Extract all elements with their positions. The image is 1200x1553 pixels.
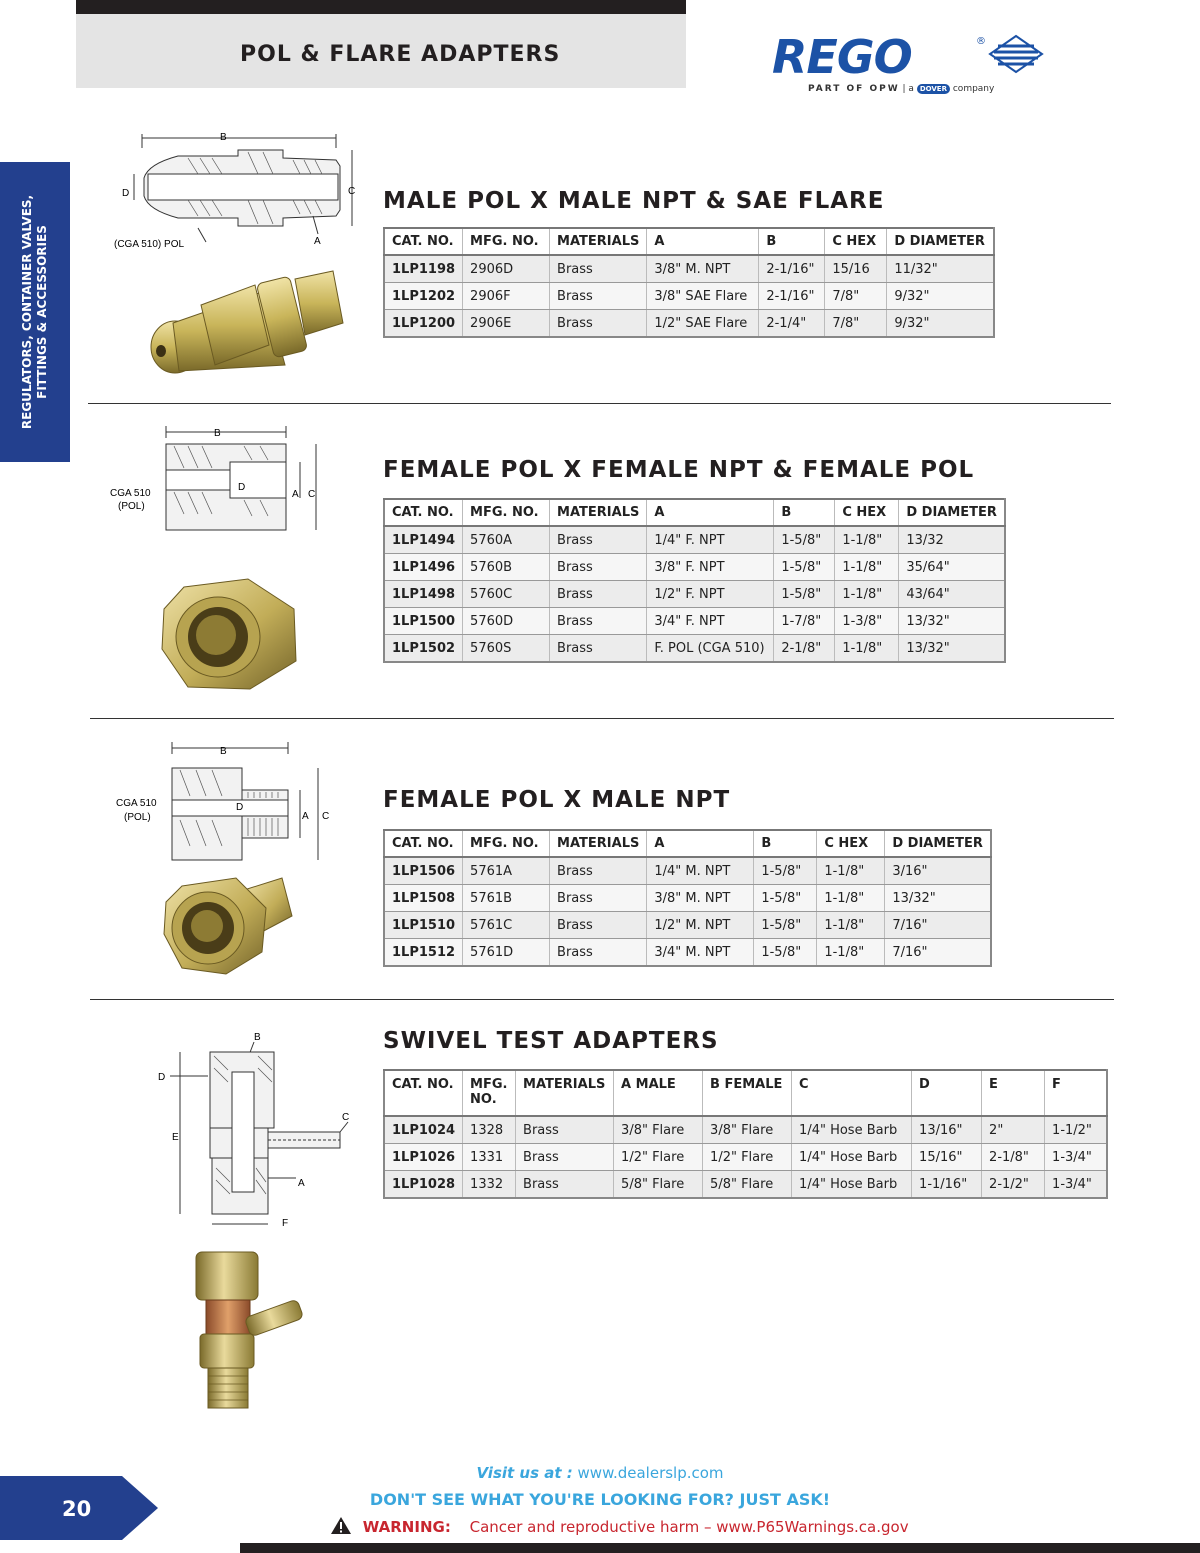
col-a: A	[647, 228, 759, 255]
male-pol-diagram	[108, 128, 368, 252]
dim-label-b: B	[254, 1032, 261, 1043]
col-materials: MATERIALS	[550, 830, 647, 857]
col-cat-no: CAT. NO.	[384, 830, 463, 857]
dim-label-b: B	[220, 746, 227, 757]
footer-visit: Visit us at : www.dealerslp.com	[476, 1464, 724, 1482]
section-title-female-pol-male-npt: FEMALE POL X MALE NPT	[383, 787, 731, 813]
section-title-male-pol: MALE POL X MALE NPT & SAE FLARE	[383, 188, 885, 214]
dim-label-b: B	[214, 428, 221, 439]
table-row: 1LP1506 5761A Brass 1/4" M. NPT 1-5/8" 1-1/8" 3/16"	[384, 857, 991, 885]
dim-label-c: C	[342, 1112, 350, 1123]
table-row: 1LP1494 5760A Brass 1/4" F. NPT 1-5/8" 1-1/8" 13/32	[384, 526, 1005, 554]
col-cat-no: CAT. NO.	[384, 228, 463, 255]
table-row: 1LP1496 5760B Brass 3/8" F. NPT 1-5/8" 1-1/8" 35/64"	[384, 554, 1005, 581]
col-d-diameter: D DIAMETER	[899, 499, 1006, 526]
male-pol-photo	[145, 265, 355, 385]
dim-label-d: D	[158, 1072, 166, 1083]
table-row: 1LP1508 5761B Brass 3/8" M. NPT 1-5/8" 1-1/8" 13/32"	[384, 885, 991, 912]
col-d-diameter: D DIAMETER	[887, 228, 995, 255]
page-number: 20	[62, 1497, 92, 1521]
pol-label: (POL)	[124, 812, 151, 823]
logo-tagline: PART OF OPW | a DOVER company	[808, 84, 995, 94]
dim-label-d: D	[236, 802, 244, 813]
col-a: A	[647, 499, 774, 526]
table-row: 1LP1510 5761C Brass 1/2" M. NPT 1-5/8" 1-1/8" 7/16"	[384, 912, 991, 939]
prop65-warning	[330, 1516, 909, 1536]
table-row: 1LP1024 1328 Brass 3/8" Flare 3/8" Flare 1/4" Hose Barb 13/16" 2" 1-1/2"	[384, 1116, 1107, 1144]
dim-label-d: D	[238, 482, 246, 493]
col-materials: MATERIALS	[516, 1070, 614, 1116]
dim-label-c: C	[308, 489, 316, 500]
section-divider	[88, 403, 1111, 404]
pol-label: (POL)	[118, 501, 145, 512]
table-row: 1LP1500 5760D Brass 3/4" F. NPT 1-7/8" 1-3/8" 13/32"	[384, 608, 1005, 635]
logo-registered-mark: ®	[976, 36, 986, 47]
dim-label-c: C	[322, 811, 330, 822]
col-cat-no: CAT. NO.	[384, 499, 463, 526]
female-pol-male-npt-table	[383, 829, 992, 967]
female-pol-npt-photo	[158, 575, 308, 695]
top-bar	[76, 0, 686, 14]
table-row: 1LP1200 2906E Brass 1/2" SAE Flare 2-1/4" 7/8" 9/32"	[384, 310, 994, 338]
col-mfg-no: MFG. NO.	[463, 499, 550, 526]
dim-label-a: A	[314, 236, 321, 247]
female-pol-npt-diagram	[104, 422, 334, 542]
section-divider	[90, 999, 1114, 1000]
swivel-test-table	[383, 1069, 1108, 1199]
male-pol-table	[383, 227, 995, 338]
col-c: C	[792, 1070, 912, 1116]
table-row: 1LP1202 2906F Brass 3/8" SAE Flare 2-1/16" 7/8" 9/32"	[384, 283, 994, 310]
side-category-label: REGULATORS, CONTAINER VALVES, FITTINGS & ACCESSORIES	[20, 194, 49, 430]
table-row: 1LP1498 5760C Brass 1/2" F. NPT 1-5/8" 1-1/8" 43/64"	[384, 581, 1005, 608]
col-b-female: B FEMALE	[703, 1070, 792, 1116]
swivel-test-adapter-diagram	[150, 1028, 360, 1234]
col-c-hex: C HEX	[825, 228, 887, 255]
female-pol-male-npt-diagram	[110, 738, 340, 864]
col-c-hex: C HEX	[835, 499, 899, 526]
dover-badge: DOVER	[917, 84, 950, 94]
dim-label-e: E	[172, 1132, 179, 1143]
dim-label-f: F	[282, 1218, 289, 1229]
logo-text: REGO	[772, 30, 912, 84]
col-mfg-no: MFG. NO.	[463, 1070, 516, 1116]
col-mfg-no: MFG. NO.	[463, 228, 550, 255]
table-row: 1LP1028 1332 Brass 5/8" Flare 5/8" Flare 1/4" Hose Barb 1-1/16" 2-1/2" 1-3/4"	[384, 1171, 1107, 1199]
section-title-female-pol-npt: FEMALE POL X FEMALE NPT & FEMALE POL	[383, 457, 975, 483]
dim-label-a: A	[302, 811, 309, 822]
col-b: B	[754, 830, 817, 857]
pol-label: (CGA 510) POL	[114, 239, 185, 250]
cga-label: CGA 510	[110, 488, 151, 499]
col-a-male: A MALE	[614, 1070, 703, 1116]
dim-label-a: A	[298, 1178, 305, 1189]
warning-icon	[330, 1516, 352, 1535]
table-row: 1LP1198 2906D Brass 3/8" M. NPT 2-1/16" 15/16 11/32"	[384, 255, 994, 283]
col-b: B	[774, 499, 835, 526]
dim-label-a: A	[292, 489, 299, 500]
dim-label-c: C	[348, 186, 356, 197]
footer-ask-line: DON'T SEE WHAT YOU'RE LOOKING FOR? JUST ASK!	[369, 1490, 831, 1509]
table-row: 1LP1512 5761D Brass 3/4" M. NPT 1-5/8" 1-1/8" 7/16"	[384, 939, 991, 967]
cga-label: CGA 510	[116, 798, 157, 809]
col-c-hex: C HEX	[817, 830, 885, 857]
logo-emblem-icon	[988, 34, 1044, 74]
swivel-test-adapter-photo	[180, 1246, 330, 1416]
section-title-swivel-test: SWIVEL TEST ADAPTERS	[383, 1028, 719, 1054]
dim-label-d: D	[122, 188, 130, 199]
col-f: F	[1045, 1070, 1108, 1116]
female-pol-npt-table	[383, 498, 1006, 663]
section-divider	[90, 718, 1114, 719]
table-row: 1LP1026 1331 Brass 1/2" Flare 1/2" Flare 1/4" Hose Barb 15/16" 2-1/8" 1-3/4"	[384, 1144, 1107, 1171]
col-mfg-no: MFG. NO.	[463, 830, 550, 857]
dim-label-b: B	[220, 132, 227, 143]
col-b: B	[759, 228, 825, 255]
warning-label: WARNING:	[362, 1518, 451, 1536]
col-materials: MATERIALS	[550, 499, 647, 526]
bottom-bar	[240, 1543, 1200, 1553]
col-d: D	[912, 1070, 982, 1116]
col-cat-no: CAT. NO.	[384, 1070, 463, 1116]
website-link[interactable]: www.dealerslp.com	[577, 1464, 724, 1482]
page-title: POL & FLARE ADAPTERS	[240, 42, 561, 67]
col-a: A	[647, 830, 754, 857]
female-pol-male-npt-photo	[162, 868, 302, 980]
col-materials: MATERIALS	[550, 228, 647, 255]
table-row: 1LP1502 5760S Brass F. POL (CGA 510) 2-1/8" 1-1/8" 13/32"	[384, 635, 1005, 663]
col-d-diameter: D DIAMETER	[885, 830, 991, 857]
warning-text: Cancer and reproductive harm – www.P65Warnings.ca.gov	[469, 1518, 909, 1536]
col-e: E	[982, 1070, 1045, 1116]
